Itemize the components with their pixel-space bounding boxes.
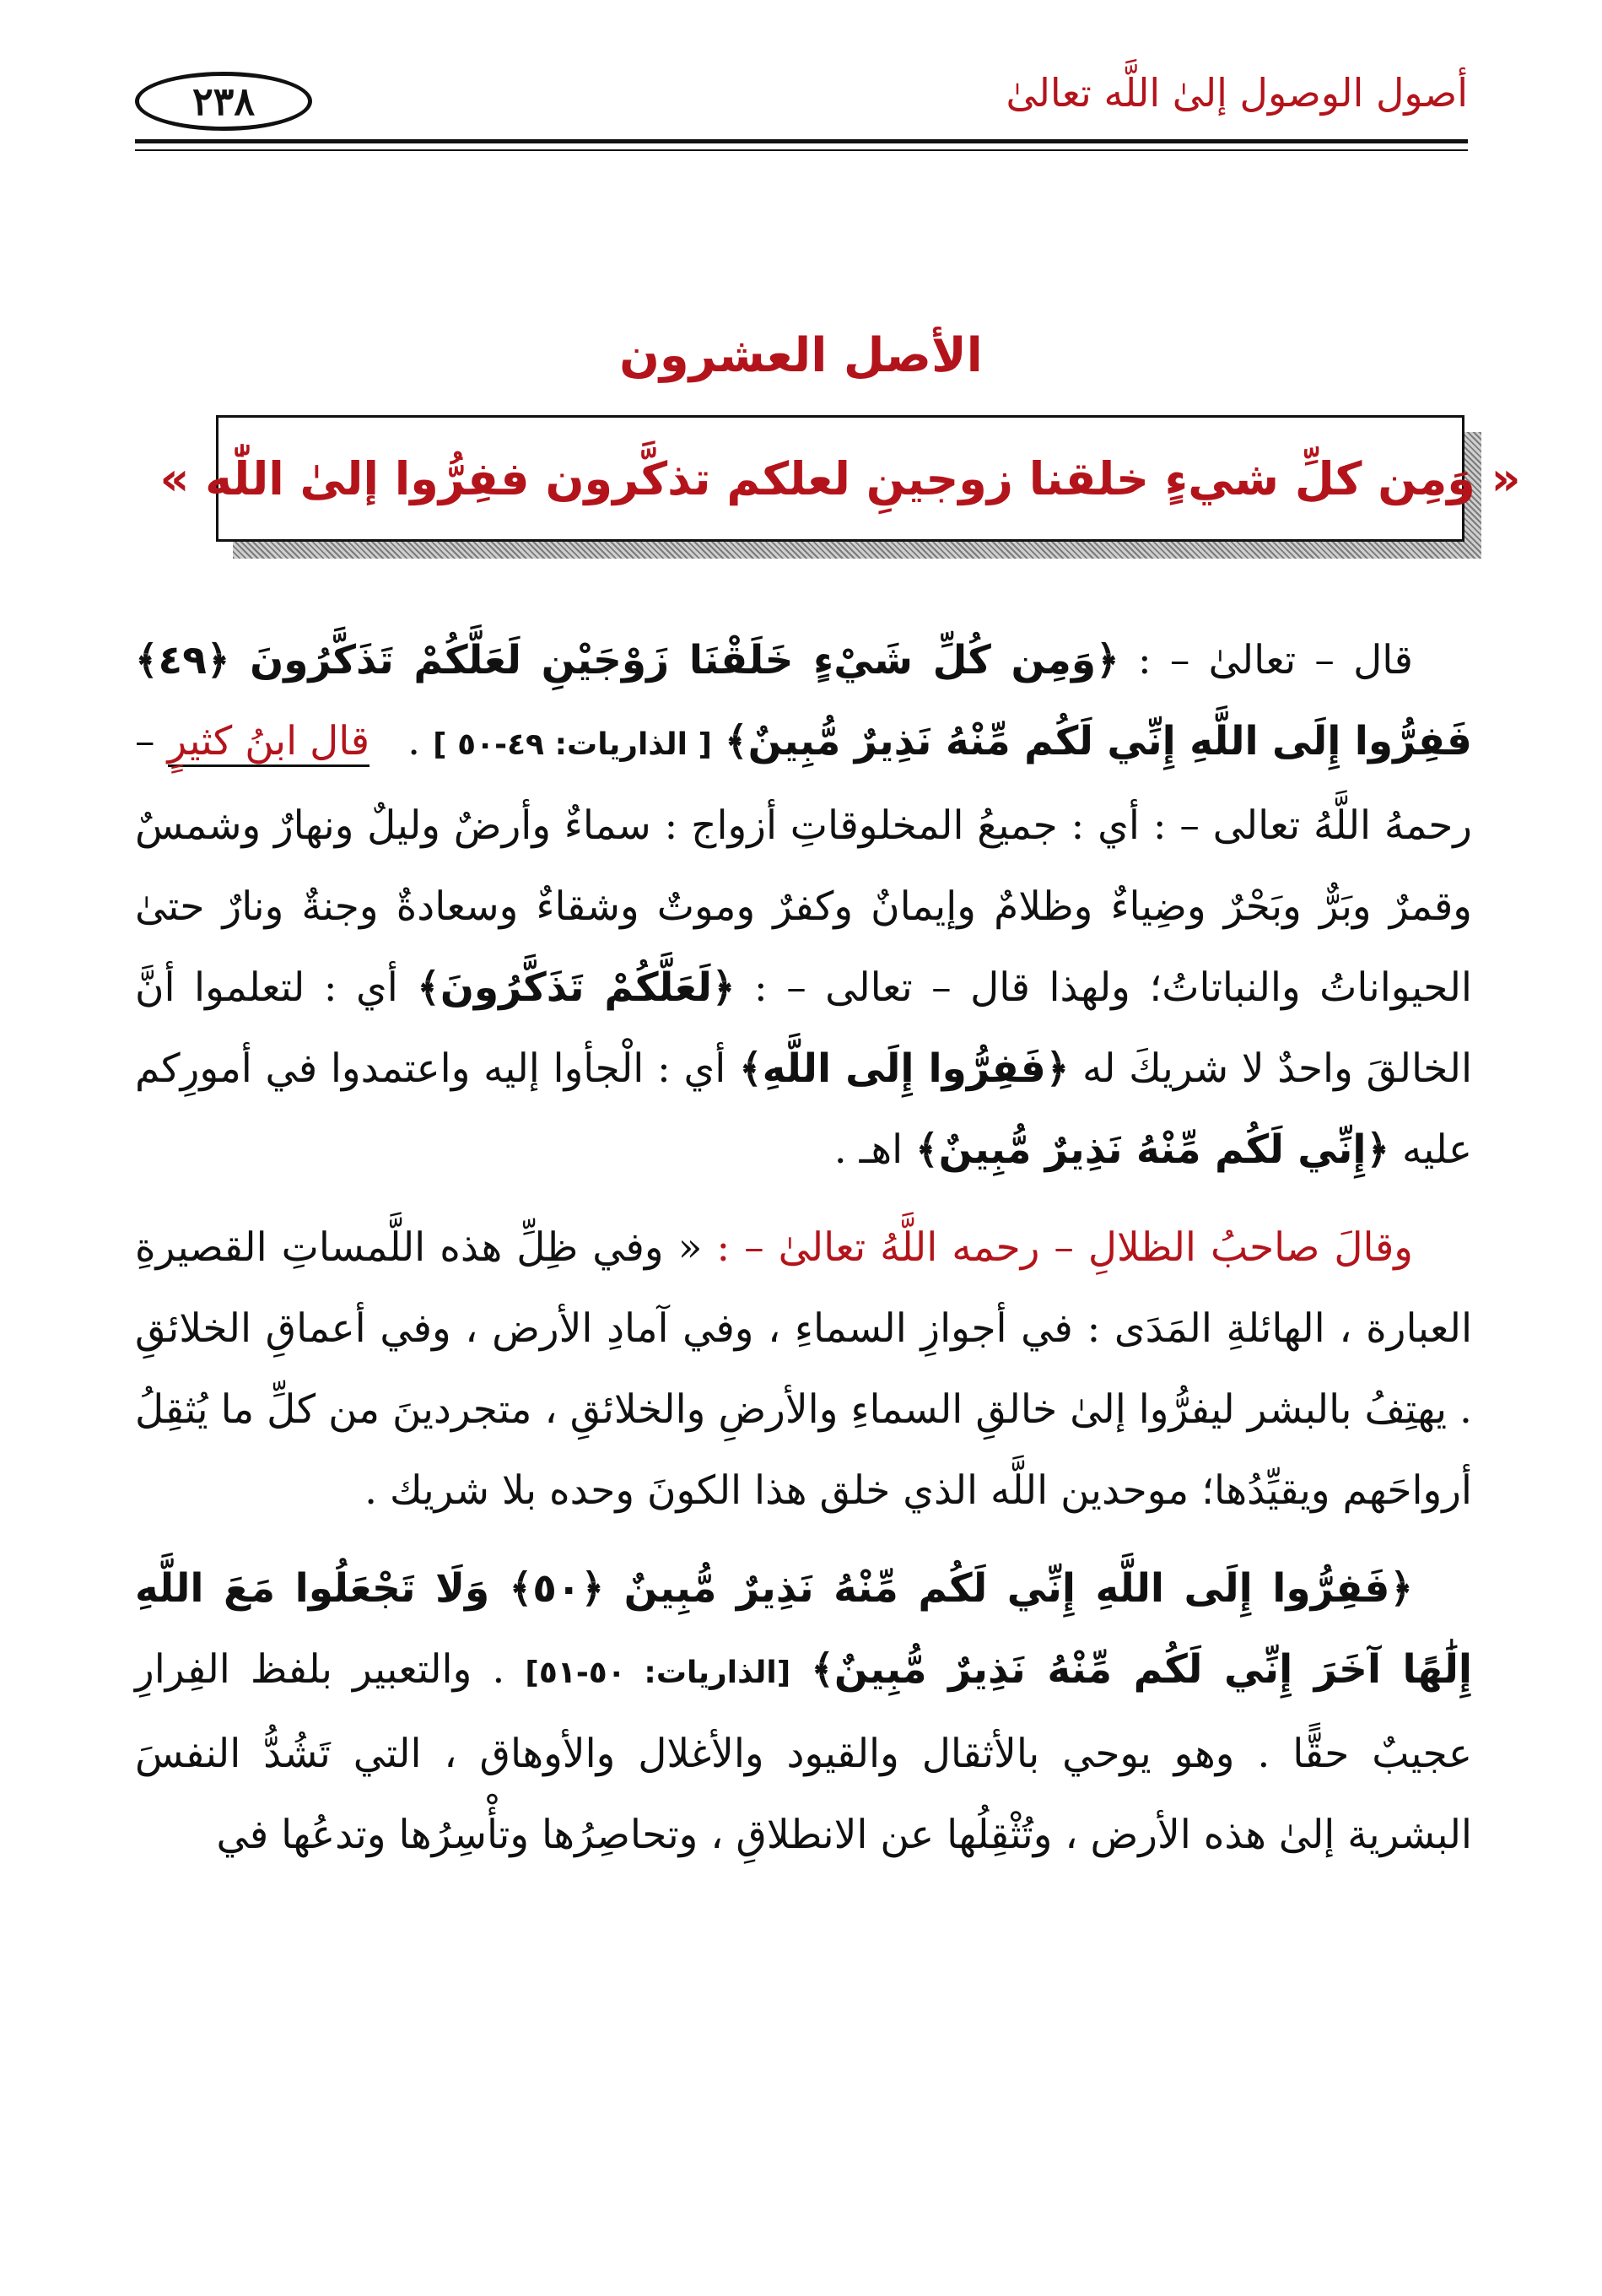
quran-verse: ﴿وَمِن كُلِّ شَيْءٍ خَلَقْنَا زَوْجَيْنِ لَعَلَّكُمْ تَذَكَّرُونَ ﴿٤٩﴾ فَفِرُّوا إِلَى اللَّهِ إِنِّي لَكُم مِّنْهُ نَذِيرٌ مُّبِينٌ﴾	[135, 637, 1472, 764]
page-header	[135, 55, 1468, 148]
ibn-kathir-citation: قال ابنُ كثيرٍ	[168, 718, 370, 767]
quran-verse-2: ﴿لَعَلَّكُمْ تَذَكَّرُونَ﴾	[417, 964, 736, 1011]
quran-verse-5: ﴿فَفِرُّوا إِلَى اللَّهِ إِنِّي لَكُم مِّنْهُ نَذِيرٌ مُّبِينٌ ﴿٥٠﴾ وَلَا تَجْعَلُوا مَعَ اللَّهِ إِلَٰهًا آخَرَ إِنِّي لَكُم مِّنْهُ نَذِيرٌ مُّبِينٌ﴾	[135, 1565, 1472, 1693]
paragraph-1-mid: أي : لتعلموا أنَّ الخالقَ واحدٌ لا شريكَ له	[135, 964, 1472, 1092]
paragraph-1-end: اهـ .	[833, 1126, 903, 1173]
paragraph-1-intro: قال – تعالىٰ – :	[1119, 637, 1413, 683]
verse-reference: [ الذاريات: ٤٩-٥٠ ]	[433, 727, 713, 762]
quran-verse-4: ﴿إِنِّي لَكُم مِّنْهُ نَذِيرٌ مُّبِينٌ﴾	[915, 1126, 1390, 1173]
paragraph-2	[135, 1207, 1472, 1532]
zilal-citation: وقالَ صاحبُ الظلالِ – رحمه اللَّهُ تعالىٰ – :	[716, 1224, 1413, 1271]
body-text	[135, 620, 1472, 1893]
quran-verse-3: ﴿فَفِرُّوا إِلَى اللَّهِ﴾	[739, 1045, 1070, 1092]
paragraph-1-mid2: أي : الْجأوا إليه واعتمدوا في أمورِكم عليه	[135, 1045, 1472, 1173]
paragraph-1: قال – تعالىٰ – : ﴿وَمِن كُلِّ شَيْءٍ خَلَقْنَا زَوْجَيْنِ لَعَلَّكُمْ تَذَكَّرُونَ ﴿٤٩﴾ فَفِرُّوا إِلَى اللَّهِ إِنِّي لَكُم مِّنْهُ نَذِيرٌ مُّبِينٌ﴾ [ الذاريات: ٤٩-٥٠ ] . قال ابنُ كثيرٍ – رحمهُ اللَّهُ تعالى – : أي : جميعُ المخلوقاتِ أزواج : سماءٌ وأرضٌ وليلٌ ونهارٌ وشمسٌ وقمرٌ وبَرٌّ وبَحْرٌ وضِياءٌ وظلامٌ وإيمانٌ وكفرٌ وموتٌ وشقاءٌ وسعادةٌ وجنةٌ ونارٌ حتىٰ الحيواناتُ والنباتاتُ؛ ولهذا قال – تعالى – : ﴿لَعَلَّكُمْ تَذَكَّرُونَ﴾ أي : لتعلموا أنَّ الخالقَ واحدٌ لا شريكَ له ﴿فَفِرُّوا إِلَى اللَّهِ﴾ أي : الْجأوا إليه واعتمدوا في أمورِكم عليه ﴿إِنِّي لَكُم مِّنْهُ نَذِيرٌ مُّبِينٌ﴾ اهـ .	[135, 637, 1472, 1173]
paragraph-1-text: – رحمهُ اللَّهُ تعالى – : أي : جميعُ المخلوقاتِ أزواج : سماءٌ وأرضٌ وليلٌ ونهارٌ وشمسٌ وقمرٌ وبَرٌّ وبَحْرٌ وضِياءٌ وظلامٌ وإيمانٌ وكفرٌ وموتٌ وشقاءٌ وسعادةٌ وجنةٌ ونارٌ حتىٰ الحيواناتُ والنباتاتُ؛ ولهذا قال – تعالى – :	[135, 718, 1472, 1011]
header-rule-thick	[135, 139, 1468, 143]
paragraph-2-text: « وفي ظِلِّ هذه اللَّمساتِ القصيرةِ العبارة ، الهائلةِ المَدَى : في أجوازِ السماءِ ، وفي آمادِ الأرض ، وفي أعماقِ الخلائقِ . يهتِفُ بالبشر ليفرُّوا إلىٰ خالقِ السماءِ والأرضِ والخلائقِ ، متجردينَ من كلِّ ما يُثقِلُ أرواحَهم ويقيِّدُها؛ موحدين اللَّه الذي خلق هذا الكونَ وحده بلا شريك .	[135, 1224, 1472, 1514]
paragraph-3	[135, 1548, 1472, 1876]
running-title: أصول الوصول إلىٰ اللَّه تعالىٰ	[1006, 70, 1468, 116]
verse-reference-2: [الذاريات: ٥٠-٥١]	[525, 1656, 791, 1690]
header-rule-thin	[135, 149, 1468, 151]
title-box: « وَمِن كلِّ شيءٍ خلقنا زوجينِ لعلكم تذكَّرون ففِرُّوا إلىٰ اللّٰه »	[216, 415, 1464, 542]
paragraph-3-text: . والتعبير بلفظ الفِرارِ عجيبٌ حقًّا . وهو يوحي بالأثقال والقيود والأغلال والأوهاق ، التي تَشُدُّ النفسَ البشرية إلىٰ هذه الأرض ، وتُثْقِلُها عن الانطلاقِ ، وتحاصِرُها وتأْسِرُها وتدعُها في	[135, 1646, 1472, 1858]
chapter-heading: الأصل العشرون	[619, 328, 983, 383]
page-number: ٢٣٨	[135, 72, 312, 131]
